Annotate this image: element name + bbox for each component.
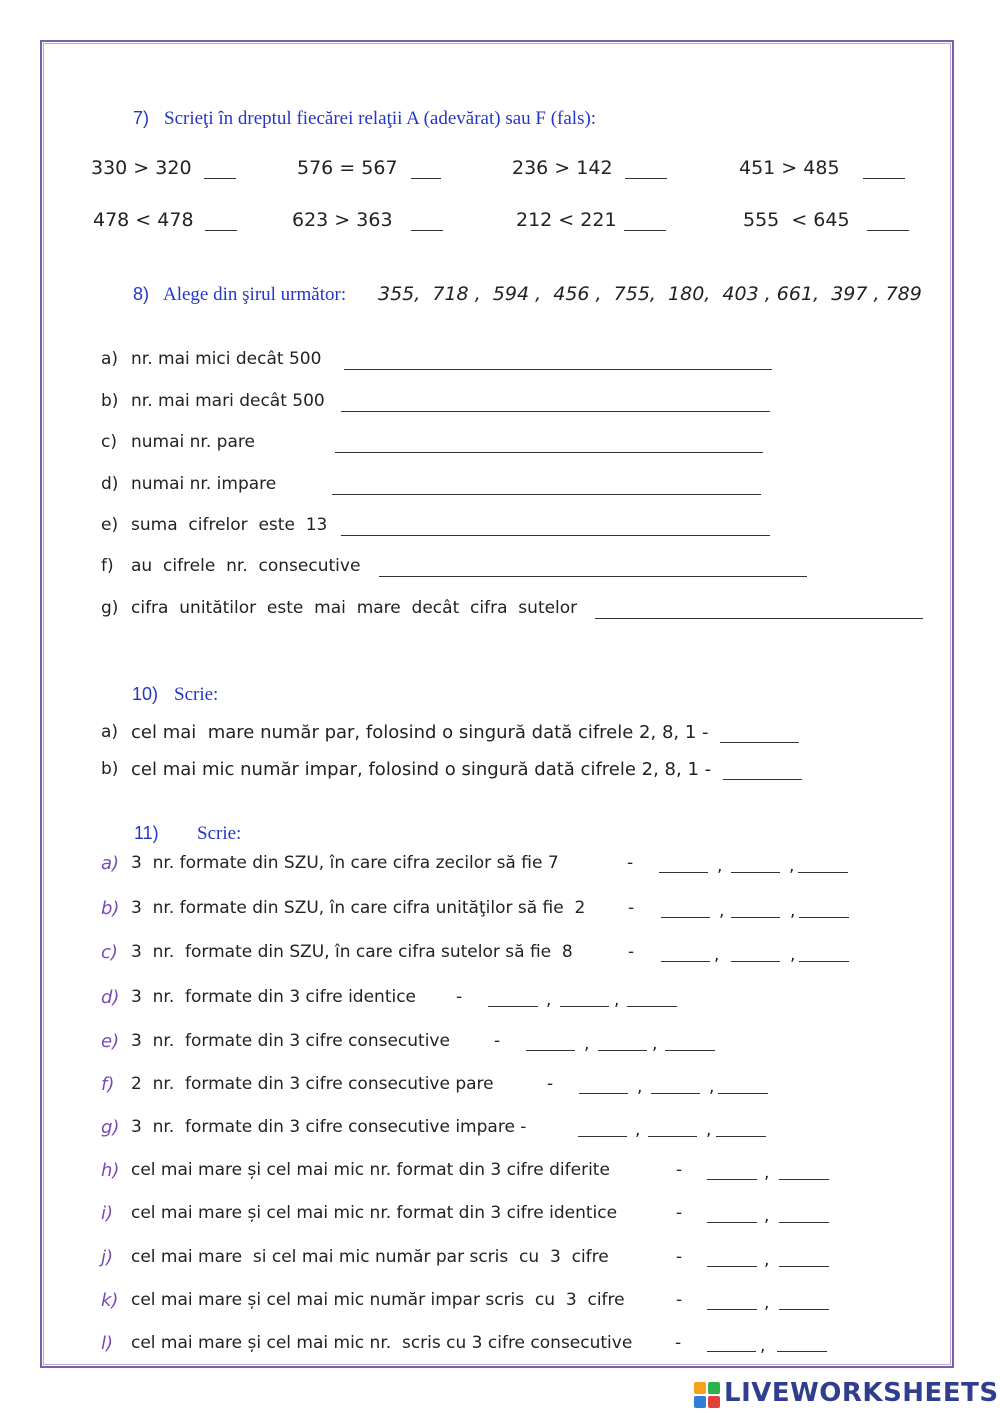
answer-blank[interactable]	[526, 1050, 575, 1051]
item-letter: c)	[101, 432, 117, 452]
ex8-item-text: nr. mai mici decât 500	[131, 349, 322, 369]
answer-blank[interactable]	[863, 178, 905, 179]
item-dash: -	[628, 942, 635, 962]
comma-separator: ,	[714, 945, 720, 965]
item-letter: h)	[101, 1160, 120, 1181]
answer-blank[interactable]	[661, 917, 710, 918]
comma-separator: ,	[709, 1077, 715, 1097]
item-dash: -	[676, 1160, 683, 1180]
ex11-item-text: cel mai mare și cel mai mic nr. scris cu 3 cifre consecutive	[131, 1333, 633, 1353]
comma-separator: ,	[637, 1077, 643, 1097]
answer-blank[interactable]	[779, 1179, 829, 1180]
item-dash: -	[675, 1333, 682, 1353]
ex8-item-text: numai nr. impare	[131, 474, 277, 494]
answer-blank[interactable]	[411, 230, 443, 231]
answer-blank[interactable]	[779, 1222, 829, 1223]
comma-separator: ,	[717, 856, 723, 876]
ex10-item-text: cel mai mare număr par, folosind o singură dată cifrele 2, 8, 1 -	[131, 722, 709, 743]
item-dash: -	[676, 1203, 683, 1223]
ex8-item-text: cifra unitătilor este mai mare decât cifra sutelor	[131, 598, 578, 618]
ex7-relation: 555 < 645	[743, 209, 850, 231]
answer-blank[interactable]	[627, 1006, 677, 1007]
answer-blank[interactable]	[731, 961, 780, 962]
ex11-item-text: 3 nr. formate din SZU, în care cifra sutelor să fie 8	[131, 942, 573, 962]
comma-separator: ,	[789, 856, 795, 876]
item-letter: d)	[101, 987, 120, 1008]
answer-line[interactable]	[720, 742, 799, 743]
item-letter: b)	[101, 391, 119, 411]
ex10-number: 10)	[132, 684, 159, 704]
item-dash: -	[456, 987, 463, 1007]
ex7-relation: 576 = 567	[297, 157, 398, 179]
answer-line[interactable]	[332, 494, 761, 495]
item-letter: b)	[101, 759, 119, 779]
ex7-relation: 478 < 478	[93, 209, 194, 231]
item-dash: -	[627, 853, 634, 873]
ex11-item-text: cel mai mare și cel mai mic nr. format din 3 cifre diferite	[131, 1160, 610, 1180]
comma-separator: ,	[584, 1034, 590, 1054]
item-letter: l)	[101, 1333, 114, 1354]
answer-blank[interactable]	[779, 1266, 829, 1267]
answer-blank[interactable]	[799, 961, 849, 962]
item-letter: j)	[101, 1247, 114, 1268]
answer-blank[interactable]	[777, 1351, 827, 1352]
item-letter: g)	[101, 1117, 120, 1138]
item-letter: g)	[101, 598, 119, 618]
ex11-item-text: 3 nr. formate din 3 cifre consecutive	[131, 1031, 450, 1051]
comma-separator: ,	[764, 1293, 770, 1313]
ex7-title: Scrieţi în dreptul fiecărei relaţii A (adevărat) sau F (fals):	[164, 108, 597, 129]
comma-separator: ,	[652, 1034, 658, 1054]
answer-blank[interactable]	[659, 872, 708, 873]
ex7-relation: 330 > 320	[91, 157, 192, 179]
item-dash: -	[494, 1031, 501, 1051]
answer-blank[interactable]	[651, 1093, 700, 1094]
item-letter: i)	[101, 1203, 114, 1224]
item-letter: b)	[101, 898, 120, 919]
item-letter: a)	[101, 853, 120, 874]
ex8-number-series: 355, 718 , 594 , 456 , 755, 180, 403 , 661, 397 , 789	[378, 283, 922, 305]
ex11-item-text: 2 nr. formate din 3 cifre consecutive pare	[131, 1074, 494, 1094]
comma-separator: ,	[719, 901, 725, 921]
comma-separator: ,	[764, 1163, 770, 1183]
logo-text: LIVEWORKSHEETS	[724, 1378, 999, 1408]
ex7-number: 7)	[133, 108, 150, 128]
answer-blank[interactable]	[624, 230, 666, 231]
ex7-relation: 451 > 485	[739, 157, 840, 179]
ex8-number: 8)	[133, 284, 150, 304]
item-letter: a)	[101, 349, 119, 369]
item-letter: c)	[101, 942, 118, 963]
item-dash: -	[676, 1290, 683, 1310]
comma-separator: ,	[764, 1206, 770, 1226]
answer-blank[interactable]	[798, 872, 848, 873]
answer-blank[interactable]	[598, 1050, 647, 1051]
answer-line[interactable]	[723, 779, 802, 780]
answer-blank[interactable]	[707, 1179, 757, 1180]
item-letter: f)	[101, 556, 114, 576]
ex7-relation: 623 > 363	[292, 209, 393, 231]
answer-blank[interactable]	[625, 178, 667, 179]
comma-separator: ,	[635, 1120, 641, 1140]
answer-blank[interactable]	[707, 1351, 756, 1352]
ex11-item-text: cel mai mare și cel mai mic nr. format din 3 cifre identice	[131, 1203, 618, 1223]
answer-blank[interactable]	[707, 1222, 757, 1223]
answer-blank[interactable]	[718, 1093, 768, 1094]
answer-blank[interactable]	[731, 872, 780, 873]
answer-blank[interactable]	[648, 1136, 697, 1137]
answer-blank[interactable]	[661, 961, 710, 962]
ex8-item-text: au cifrele nr. consecutive	[131, 556, 361, 576]
answer-line[interactable]	[595, 618, 923, 619]
answer-line[interactable]	[379, 576, 807, 577]
ex11-item-text: 3 nr. formate din SZU, în care cifra zecilor să fie 7	[131, 853, 559, 873]
ex10-item-text: cel mai mic număr impar, folosind o singură dată cifrele 2, 8, 1 -	[131, 759, 712, 780]
item-dash: -	[676, 1247, 683, 1267]
answer-blank[interactable]	[707, 1309, 757, 1310]
answer-blank[interactable]	[731, 917, 780, 918]
answer-line[interactable]	[341, 411, 770, 412]
answer-line[interactable]	[344, 369, 772, 370]
ex11-item-text: 3 nr. formate din SZU, în care cifra unităţilor să fie 2	[131, 898, 586, 918]
answer-blank[interactable]	[716, 1136, 766, 1137]
comma-separator: ,	[546, 990, 552, 1010]
ex11-item-text: 3 nr. formate din 3 cifre consecutive impare -	[131, 1117, 527, 1137]
ex10-title: Scrie:	[174, 684, 219, 705]
ex11-title: Scrie:	[197, 823, 242, 844]
ex7-relation: 212 < 221	[516, 209, 617, 231]
answer-blank[interactable]	[779, 1309, 829, 1310]
ex7-relation: 236 > 142	[512, 157, 613, 179]
comma-separator: ,	[790, 945, 796, 965]
answer-blank[interactable]	[205, 230, 237, 231]
comma-separator: ,	[790, 901, 796, 921]
answer-blank[interactable]	[707, 1266, 757, 1267]
answer-blank[interactable]	[799, 917, 849, 918]
ex8-item-text: suma cifrelor este 13	[131, 515, 328, 535]
answer-blank[interactable]	[867, 230, 909, 231]
item-letter: e)	[101, 515, 119, 535]
ex11-item-text: cel mai mare si cel mai mic număr par scris cu 3 cifre	[131, 1247, 609, 1267]
ex8-item-text: nr. mai mari decât 500	[131, 391, 325, 411]
item-dash: -	[547, 1074, 554, 1094]
ex8-title: Alege din şirul următor:	[163, 284, 347, 305]
answer-blank[interactable]	[488, 1006, 538, 1007]
ex8-item-text: numai nr. pare	[131, 432, 255, 452]
item-letter: f)	[101, 1074, 115, 1095]
answer-blank[interactable]	[560, 1006, 609, 1007]
comma-separator: ,	[706, 1120, 712, 1140]
answer-blank[interactable]	[665, 1050, 715, 1051]
item-letter: e)	[101, 1031, 120, 1052]
ex11-item-text: cel mai mare și cel mai mic număr impar scris cu 3 cifre	[131, 1290, 625, 1310]
comma-separator: ,	[760, 1336, 766, 1356]
answer-line[interactable]	[335, 452, 763, 453]
item-dash: -	[628, 898, 635, 918]
answer-blank[interactable]	[578, 1136, 627, 1137]
comma-separator: ,	[614, 990, 620, 1010]
answer-blank[interactable]	[579, 1093, 628, 1094]
answer-line[interactable]	[341, 535, 770, 536]
answer-blank[interactable]	[411, 178, 441, 179]
liveworksheets-logo-icon	[694, 1382, 720, 1408]
ex11-item-text: 3 nr. formate din 3 cifre identice	[131, 987, 417, 1007]
ex11-number: 11)	[134, 823, 159, 843]
item-letter: a)	[101, 722, 119, 742]
answer-blank[interactable]	[204, 178, 236, 179]
item-letter: d)	[101, 474, 119, 494]
comma-separator: ,	[764, 1250, 770, 1270]
item-letter: k)	[101, 1290, 119, 1311]
